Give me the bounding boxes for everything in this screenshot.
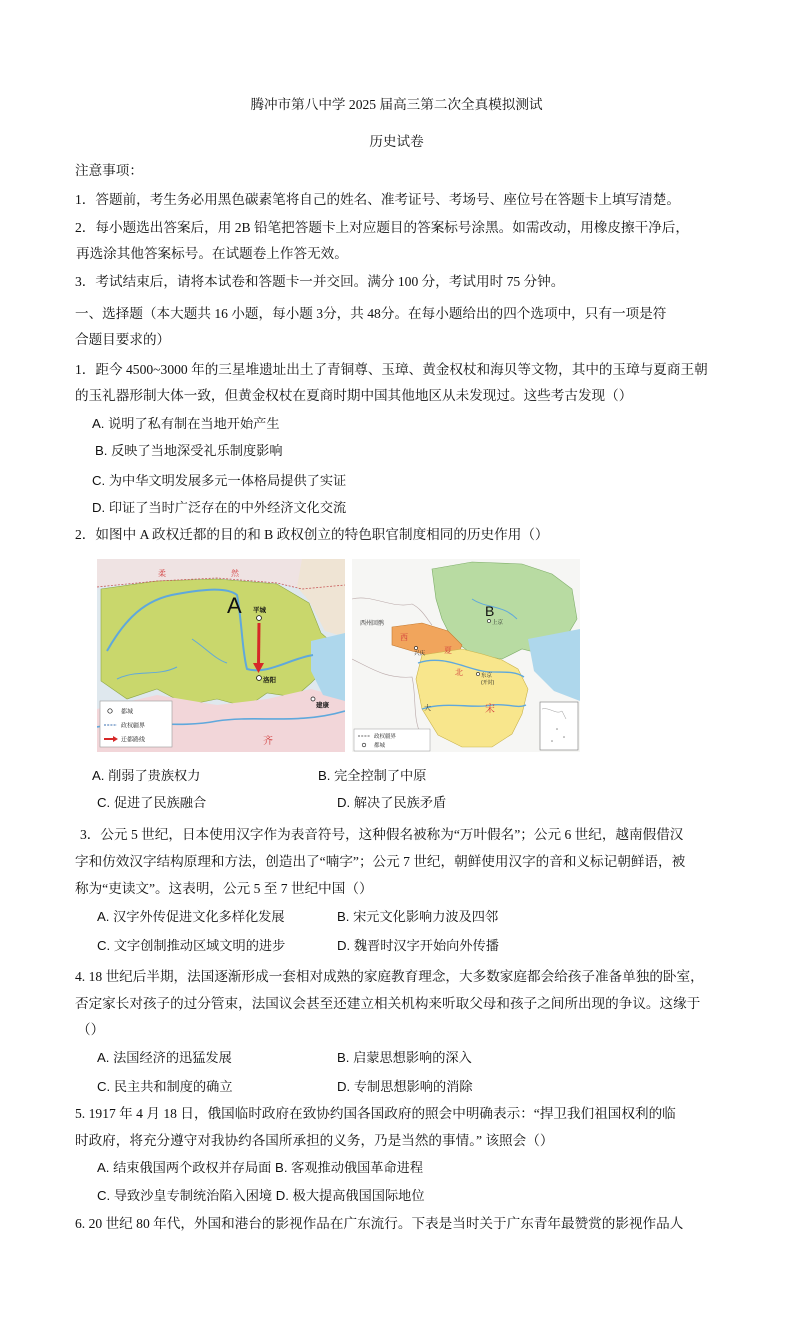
question-4-stem: 4. 18 世纪后半期，法国逐渐形成一套相对成熟的家庭教育理念，大多数家庭都会给孩子准备单独的卧室， [75, 969, 704, 984]
xixia-label: 西 [400, 633, 408, 642]
question-3-option-a: A. 汉字外传促进文化多样化发展 [97, 909, 285, 924]
question-1-stem: 的玉礼器形制大体一致，但黄金权杖在夏商时期中国其他地区从未发现过。这些考古发现（） [75, 388, 633, 403]
luoyang-capital-icon [257, 676, 262, 681]
question-1-stem: 1．距今 4500~3000 年的三星堆遗址出土了青铜尊、玉璋、黄金权杖和海贝等文物，其中的玉璋与夏商王朝 [75, 362, 708, 377]
question-3-stem: 称为“吏读文”。这表明，公元 5 至 7 世纪中国（） [75, 881, 373, 896]
question-3-stem: 字和仿效汉字结构原理和方法，创造出了“喃字”；公元 7 世纪，朝鲜使用汉字的音和义标记朝鲜语，被 [75, 854, 686, 869]
question-3-stem: 3．公元 5 世纪，日本使用汉字作为表音符号，这种假名被称为“万叶假名”；公元 6 世纪，越南假借汉 [80, 827, 684, 842]
map-a-canvas [97, 559, 345, 752]
pingcheng-label: 平城 [253, 607, 266, 614]
map-a [97, 559, 345, 752]
xingqing-label: 兴庆 [414, 651, 426, 657]
qi-label: 齐 [263, 736, 273, 747]
notice-line: 3．考试结束后，请将本试卷和答题卡一并交回。满分 100 分，考试用时 75 分钟。 [75, 274, 565, 289]
question-6-stem: 6. 20 世纪 80 年代，外国和港台的影视作品在广东流行。下表是当时关于广东青年最赞赏的影视作品人 [75, 1216, 684, 1231]
question-5-option-d: D. 极大提高俄国国际地位 [275, 1188, 425, 1203]
question-1-option-d: D. 印证了当时广泛存在的中外经济文化交流 [92, 500, 347, 515]
question-4-option-d: D. 专制思想影响的消除 [337, 1079, 473, 1094]
question-2-option-c: C. 促进了民族融合 [97, 795, 207, 810]
question-1-option-a: A. 说明了私有制在当地开始产生 [92, 416, 280, 431]
question-3-option-d: D. 魏晋时汉字开始向外传播 [337, 938, 499, 953]
legend-border-label: 政权疆界 [374, 734, 397, 740]
question-5-stem: 5. 1917 年 4 月 18 日，俄国临时政府在致协约国各国政府的照会中明确表示：“捍卫我们祖国权利的临 [75, 1106, 676, 1121]
dongjing-label: 东京 [481, 673, 493, 679]
question-5-options-row [97, 1159, 423, 1177]
question-2-option-b: B. 完全控制了中原 [318, 768, 427, 783]
luoyang-label: 洛阳 [263, 677, 276, 684]
shangjing-capital-icon [487, 619, 490, 622]
question-3-option-c: C. 文字创制推动区域文明的进步 [97, 938, 286, 953]
notice-heading: 注意事项： [75, 163, 143, 178]
question-5-option-c: C. 导致沙皇专制统治陷入困境 [97, 1188, 273, 1203]
legend-border-label: 政权疆界 [121, 723, 146, 730]
exam-subtitle: 历史试卷 [369, 134, 424, 149]
south-sea-inset [540, 702, 578, 750]
question-4-stem: （） [77, 1022, 105, 1037]
question-4-option-b: B. 启蒙思想影响的深入 [337, 1050, 472, 1065]
notice-line: 1．答题前，考生务必用黑色碳素笔将自己的姓名、准考证号、考场号、座位号在答题卡上填写清楚。 [75, 192, 680, 207]
legend-capital-label: 都城 [374, 743, 386, 749]
question-4-stem: 否定家长对孩子的过分管束，法国议会甚至还建立相关机构来听取父母和孩子之间所出现的争议。这缘于 [75, 996, 701, 1011]
regime-a-label: A [227, 593, 242, 618]
rouran-label: 柔 [158, 569, 166, 578]
question-4-option-c: C. 民主共和制度的确立 [97, 1079, 233, 1094]
kaifeng-label: (开封) [481, 680, 495, 686]
question-1-option-b: B. 反映了当地深受礼乐制度影响 [95, 443, 283, 458]
map-b-legend [354, 729, 430, 751]
shangjing-label: 上京 [492, 620, 504, 626]
legend-capital-label: 都城 [121, 709, 134, 716]
jiankang-label: 建康 [316, 702, 329, 709]
legend-capital-icon [362, 743, 366, 747]
question-2-stem: 2．如图中 A 政权迁都的目的和 B 政权创立的特色职官制度相同的历史作用（） [75, 527, 549, 542]
question-5-options-row [97, 1187, 425, 1205]
legend-route-label: 迁都路线 [121, 737, 146, 744]
question-2-option-d: D. 解决了民族矛盾 [337, 795, 447, 810]
question-5-stem: 时政府，将充分遵守对我协约各国所承担的义务，乃是当然的事情。” 该照会（） [75, 1133, 554, 1148]
question-2-option-a: A. 削弱了贵族权力 [92, 768, 201, 783]
dali-label: 大 [424, 705, 431, 712]
question-4-option-a: A. 法国经济的迅猛发展 [97, 1050, 232, 1065]
notice-line: 2．每小题选出答案后，用 2B 铅笔把答题卡上对应题目的答案标号涂黑。如需改动，用橡皮擦干净后， [75, 220, 689, 235]
legend-capital-icon [108, 709, 112, 713]
jiankang-capital-icon [311, 697, 315, 701]
song-label: 宋 [485, 704, 495, 715]
rouran-label: 然 [231, 569, 239, 578]
map-a-legend [100, 701, 172, 747]
northern-song-label: 北 [455, 668, 463, 677]
question-5-option-b: B. 客观推动俄国革命进程 [275, 1160, 424, 1175]
question-5-option-a: A. 结束俄国两个政权并存局面 [97, 1160, 272, 1175]
notice-line: 再选涂其他答案标号。在试题卷上作答无效。 [76, 246, 348, 261]
xizhou-huihu-label: 西州回鹘 [360, 621, 385, 627]
map-b [352, 559, 580, 752]
map-b-canvas [352, 559, 580, 752]
section-heading: 合题目要求的） [75, 332, 171, 347]
dongjing-capital-icon [476, 672, 479, 675]
pingcheng-capital-icon [257, 616, 262, 621]
question-3-option-b: B. 宋元文化影响力波及四邻 [337, 909, 499, 924]
xingqing-capital-icon [414, 646, 417, 649]
regime-b-label: B [485, 603, 495, 619]
migration-route-arrow [259, 623, 260, 665]
question-1-option-c: C. 为中华文明发展多元一体格局提供了实证 [92, 473, 347, 488]
section-heading: 一、选择题（本大题共 16 小题，每小题 3分，共 48分。在每小题给出的四个选项中，只有一项是符 [75, 306, 667, 321]
exam-title: 腾冲市第八中学 2025 届高三第二次全真模拟测试 [250, 97, 543, 112]
xixia-label: 夏 [444, 646, 452, 655]
northern-wei-region [101, 579, 335, 707]
